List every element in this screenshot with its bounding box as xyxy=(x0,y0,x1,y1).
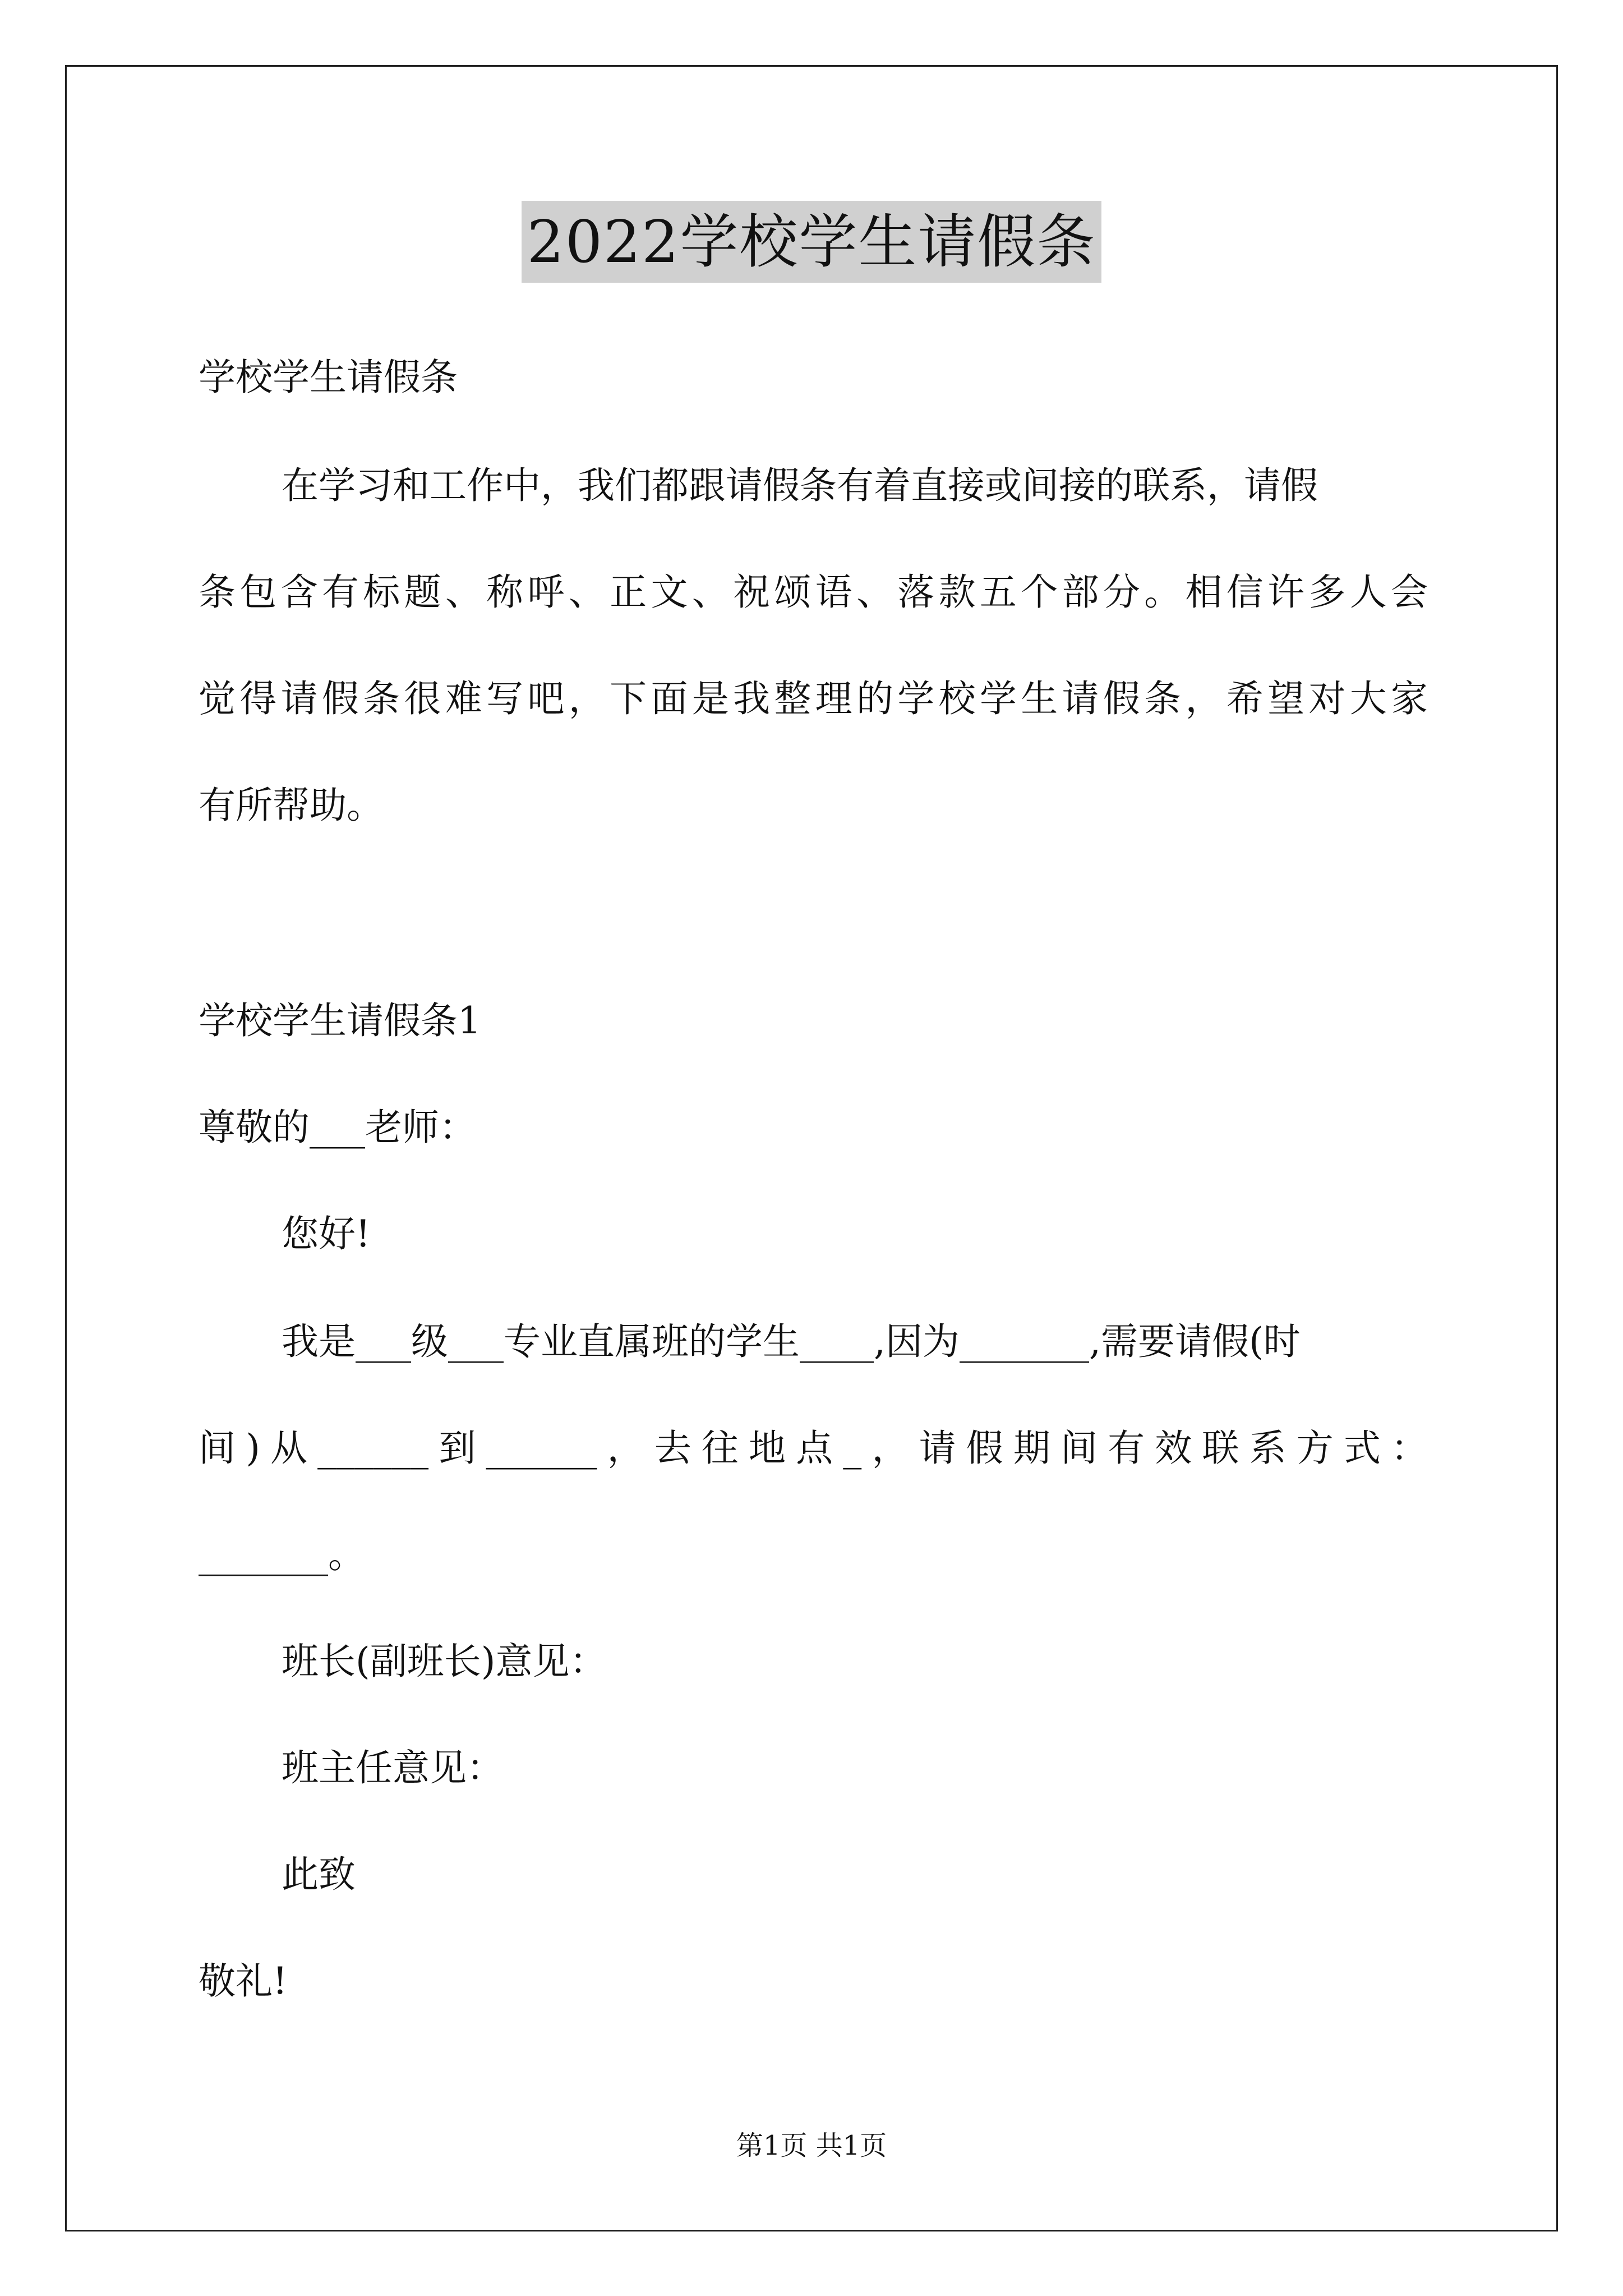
closing-line-1: 此致 xyxy=(282,1853,356,1896)
document-title: 2022学校学生请假条 xyxy=(522,201,1102,283)
subtitle: 学校学生请假条 xyxy=(199,356,458,399)
closing-line-2: 敬礼! xyxy=(199,1959,288,2003)
intro-line-4: 有所帮助。 xyxy=(199,784,384,827)
body-line-3: _______。 xyxy=(199,1533,365,1576)
section-heading: 学校学生请假条1 xyxy=(199,999,481,1042)
page-footer: 第1页 共1页 xyxy=(736,2130,887,2161)
intro-line-2: 条包含有标题、称呼、正文、祝颂语、落款五个部分。相信许多人会 xyxy=(199,570,1428,614)
salutation: 尊敬的___老师： xyxy=(199,1106,476,1149)
monitor-opinion: 班长(副班长)意见： xyxy=(282,1640,607,1683)
title-container xyxy=(0,201,1623,283)
greeting: 您好! xyxy=(282,1212,371,1255)
intro-line-1: 在学习和工作中，我们都跟请假条有着直接或间接的联系，请假 xyxy=(282,464,1318,507)
intro-line-3: 觉得请假条很难写吧，下面是我整理的学校学生请假条，希望对大家 xyxy=(199,677,1428,720)
teacher-opinion: 班主任意见： xyxy=(282,1746,504,1789)
body-line-2: 间)从______到______，去往地点_，请假期间有效联系方式： xyxy=(199,1427,1428,1470)
body-line-1: 我是___级___专业直属班的学生____,因为_______,需要请假(时 xyxy=(282,1320,1301,1363)
